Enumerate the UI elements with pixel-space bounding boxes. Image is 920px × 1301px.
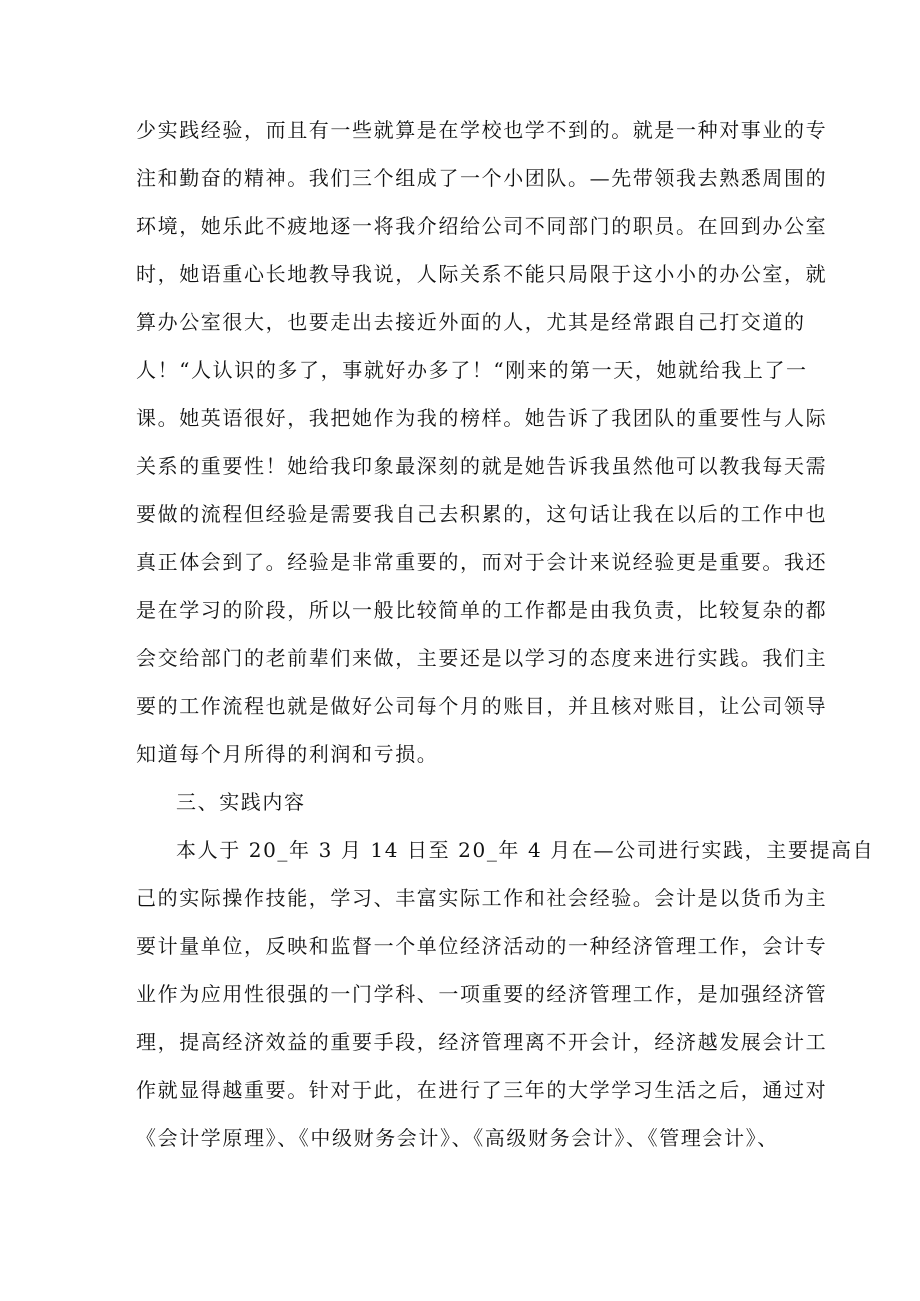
body-text-line: 要计量单位，反映和监督一个单位经济活动的一种经济管理工作，会计专	[136, 934, 828, 958]
body-text-line: 是在学习的阶段，所以一般比较简单的工作都是由我负责，比较复杂的都	[136, 598, 828, 622]
body-text-line: 算办公室很大，也要走出去接近外面的人，尤其是经常跟自己打交道的	[136, 310, 806, 334]
body-text-line: 注和勤奋的精神。我们三个组成了一个小团队。—先带领我去熟悉周围的	[136, 166, 828, 190]
body-text-line: 少实践经验，而且有一些就算是在学校也学不到的。就是一种对事业的专	[136, 118, 828, 142]
section-heading: 三、实践内容	[176, 790, 306, 814]
body-text-line: 知道每个月所得的利润和亏损。	[136, 742, 439, 766]
body-text-line: 理，提高经济效益的重要手段，经济管理离不开会计，经济越发展会计工	[136, 1030, 828, 1054]
body-text-line: 业作为应用性很强的一门学科、一项重要的经济管理工作，是加强经济管	[136, 982, 828, 1006]
body-text-line: 作就显得越重要。针对于此，在进行了三年的大学学习生活之后，通过对	[136, 1078, 828, 1102]
body-text-line: 课。她英语很好，我把她作为我的榜样。她告诉了我团队的重要性与人际	[136, 406, 828, 430]
body-text-line: 要做的流程但经验是需要我自己去积累的，这句话让我在以后的工作中也	[136, 502, 828, 526]
body-text-line: 关系的重要性！她给我印象最深刻的就是她告诉我虽然他可以教我每天需	[136, 454, 828, 478]
body-text-line: 《会计学原理》、《中级财务会计》、《高级财务会计》、《管理会计》、	[136, 1126, 779, 1150]
body-text-line: 时，她语重心长地教导我说，人际关系不能只局限于这小小的办公室，就	[136, 262, 828, 286]
body-text-line: 要的工作流程也就是做好公司每个月的账目，并且核对账目，让公司领导	[136, 694, 828, 718]
body-text-line: 真正体会到了。经验是非常重要的，而对于会计来说经验更是重要。我还	[136, 550, 828, 574]
body-text-line: 本人于 20_年 3 月 14 日至 20_年 4 月在—公司进行实践，主要提高自	[176, 838, 875, 862]
body-text-line: 会交给部门的老前辈们来做，主要还是以学习的态度来进行实践。我们主	[136, 646, 828, 670]
body-text-line: 己的实际操作技能，学习、丰富实际工作和社会经验。会计是以货币为主	[136, 886, 828, 910]
body-text-line: 环境，她乐此不疲地逐一将我介绍给公司不同部门的职员。在回到办公室	[136, 214, 828, 238]
body-text-line: 人！“人认识的多了，事就好办多了！“刚来的第一天，她就给我上了一	[136, 358, 808, 382]
